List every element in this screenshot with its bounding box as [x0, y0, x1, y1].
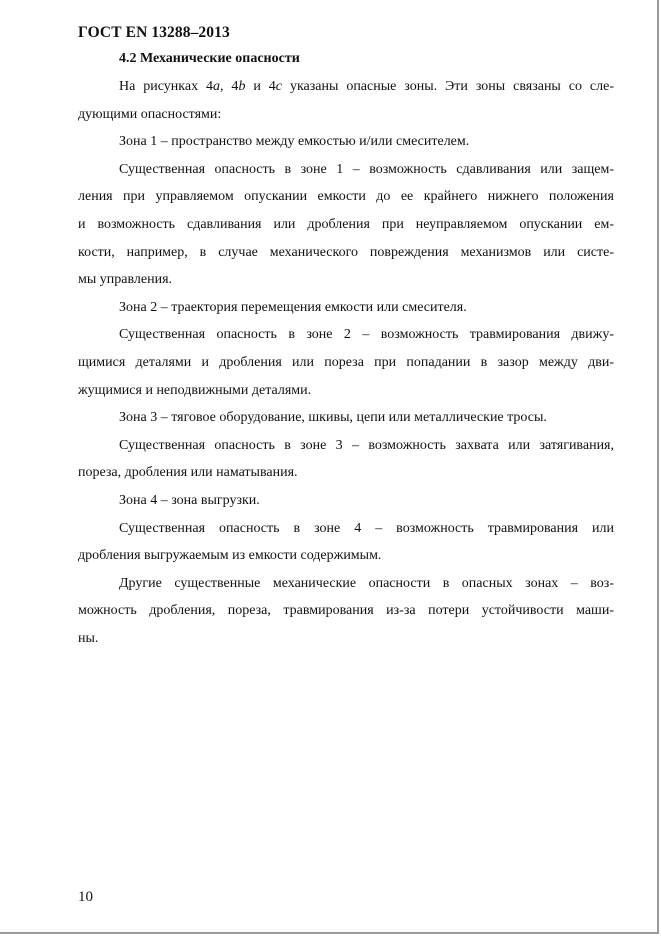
body-text — [78, 73, 614, 652]
text-line: Зона 4 – зона выгрузки. — [119, 492, 260, 508]
paragraph-8 — [78, 487, 614, 515]
paragraph-3 — [78, 156, 614, 294]
text-line: пореза, дробления или наматывания. — [78, 465, 298, 481]
paragraph-6 — [78, 404, 614, 432]
paragraph-9 — [78, 515, 614, 570]
text-line: жущимися и неподвижными деталями. — [78, 382, 312, 398]
section-title: 4.2 Механические опасности — [119, 51, 300, 66]
text-line: щимися деталями и дробления или пореза при попадании в зазор между дви- — [78, 354, 614, 370]
text-line: ны. — [78, 630, 99, 646]
text-line: Другие существенные механические опасности в опасных зонах – воз- — [119, 575, 614, 591]
text-line: Существенная опасность в зоне 3 – возможность захвата или затягивания, — [119, 437, 614, 453]
paragraph-2 — [78, 128, 614, 156]
page-number: 10 — [78, 889, 93, 905]
text-line: дующими опасностями: — [78, 106, 222, 122]
text-line: Зона 1 – пространство между емкостью и/или смесителем. — [119, 134, 470, 150]
paragraph-7 — [78, 432, 614, 487]
paragraph-5 — [78, 321, 614, 404]
text-line: дробления выгружаемым из емкости содержимым. — [78, 548, 382, 564]
text-line: и возможность сдавливания или дробления при неуправляемом опускании ем- — [78, 216, 614, 232]
text-line: Существенная опасность в зоне 2 – возможность травмирования движу- — [119, 327, 614, 343]
text-line: можность дробления, пореза, травмирования из-за потери устойчивости маши- — [78, 603, 614, 619]
text-line: На рисунках 4a, 4b и 4c указаны опасные зоны. Эти зоны связаны со сле- — [119, 79, 614, 94]
document-header: ГОСТ EN 13288–2013 — [78, 24, 230, 41]
paragraph-1 — [78, 73, 614, 128]
text-line: Существенная опасность в зоне 1 – возможность сдавливания или защем- — [119, 161, 614, 177]
text-line: Зона 2 – траектория перемещения емкости или смесителя. — [119, 299, 467, 315]
text-line: мы управления. — [78, 272, 173, 288]
paragraph-4 — [78, 294, 614, 322]
text-line: ления при управляемом опускании емкости до ее крайнего нижнего положения — [78, 189, 614, 205]
text-line: Зона 3 – тяговое оборудование, шкивы, цепи или металлические тросы. — [119, 410, 547, 426]
paragraph-10 — [78, 570, 614, 653]
text-line: Существенная опасность в зоне 4 – возможность травмирования или — [119, 520, 614, 536]
text-line: кости, например, в случае механического повреждения механизмов или систе- — [78, 244, 614, 260]
